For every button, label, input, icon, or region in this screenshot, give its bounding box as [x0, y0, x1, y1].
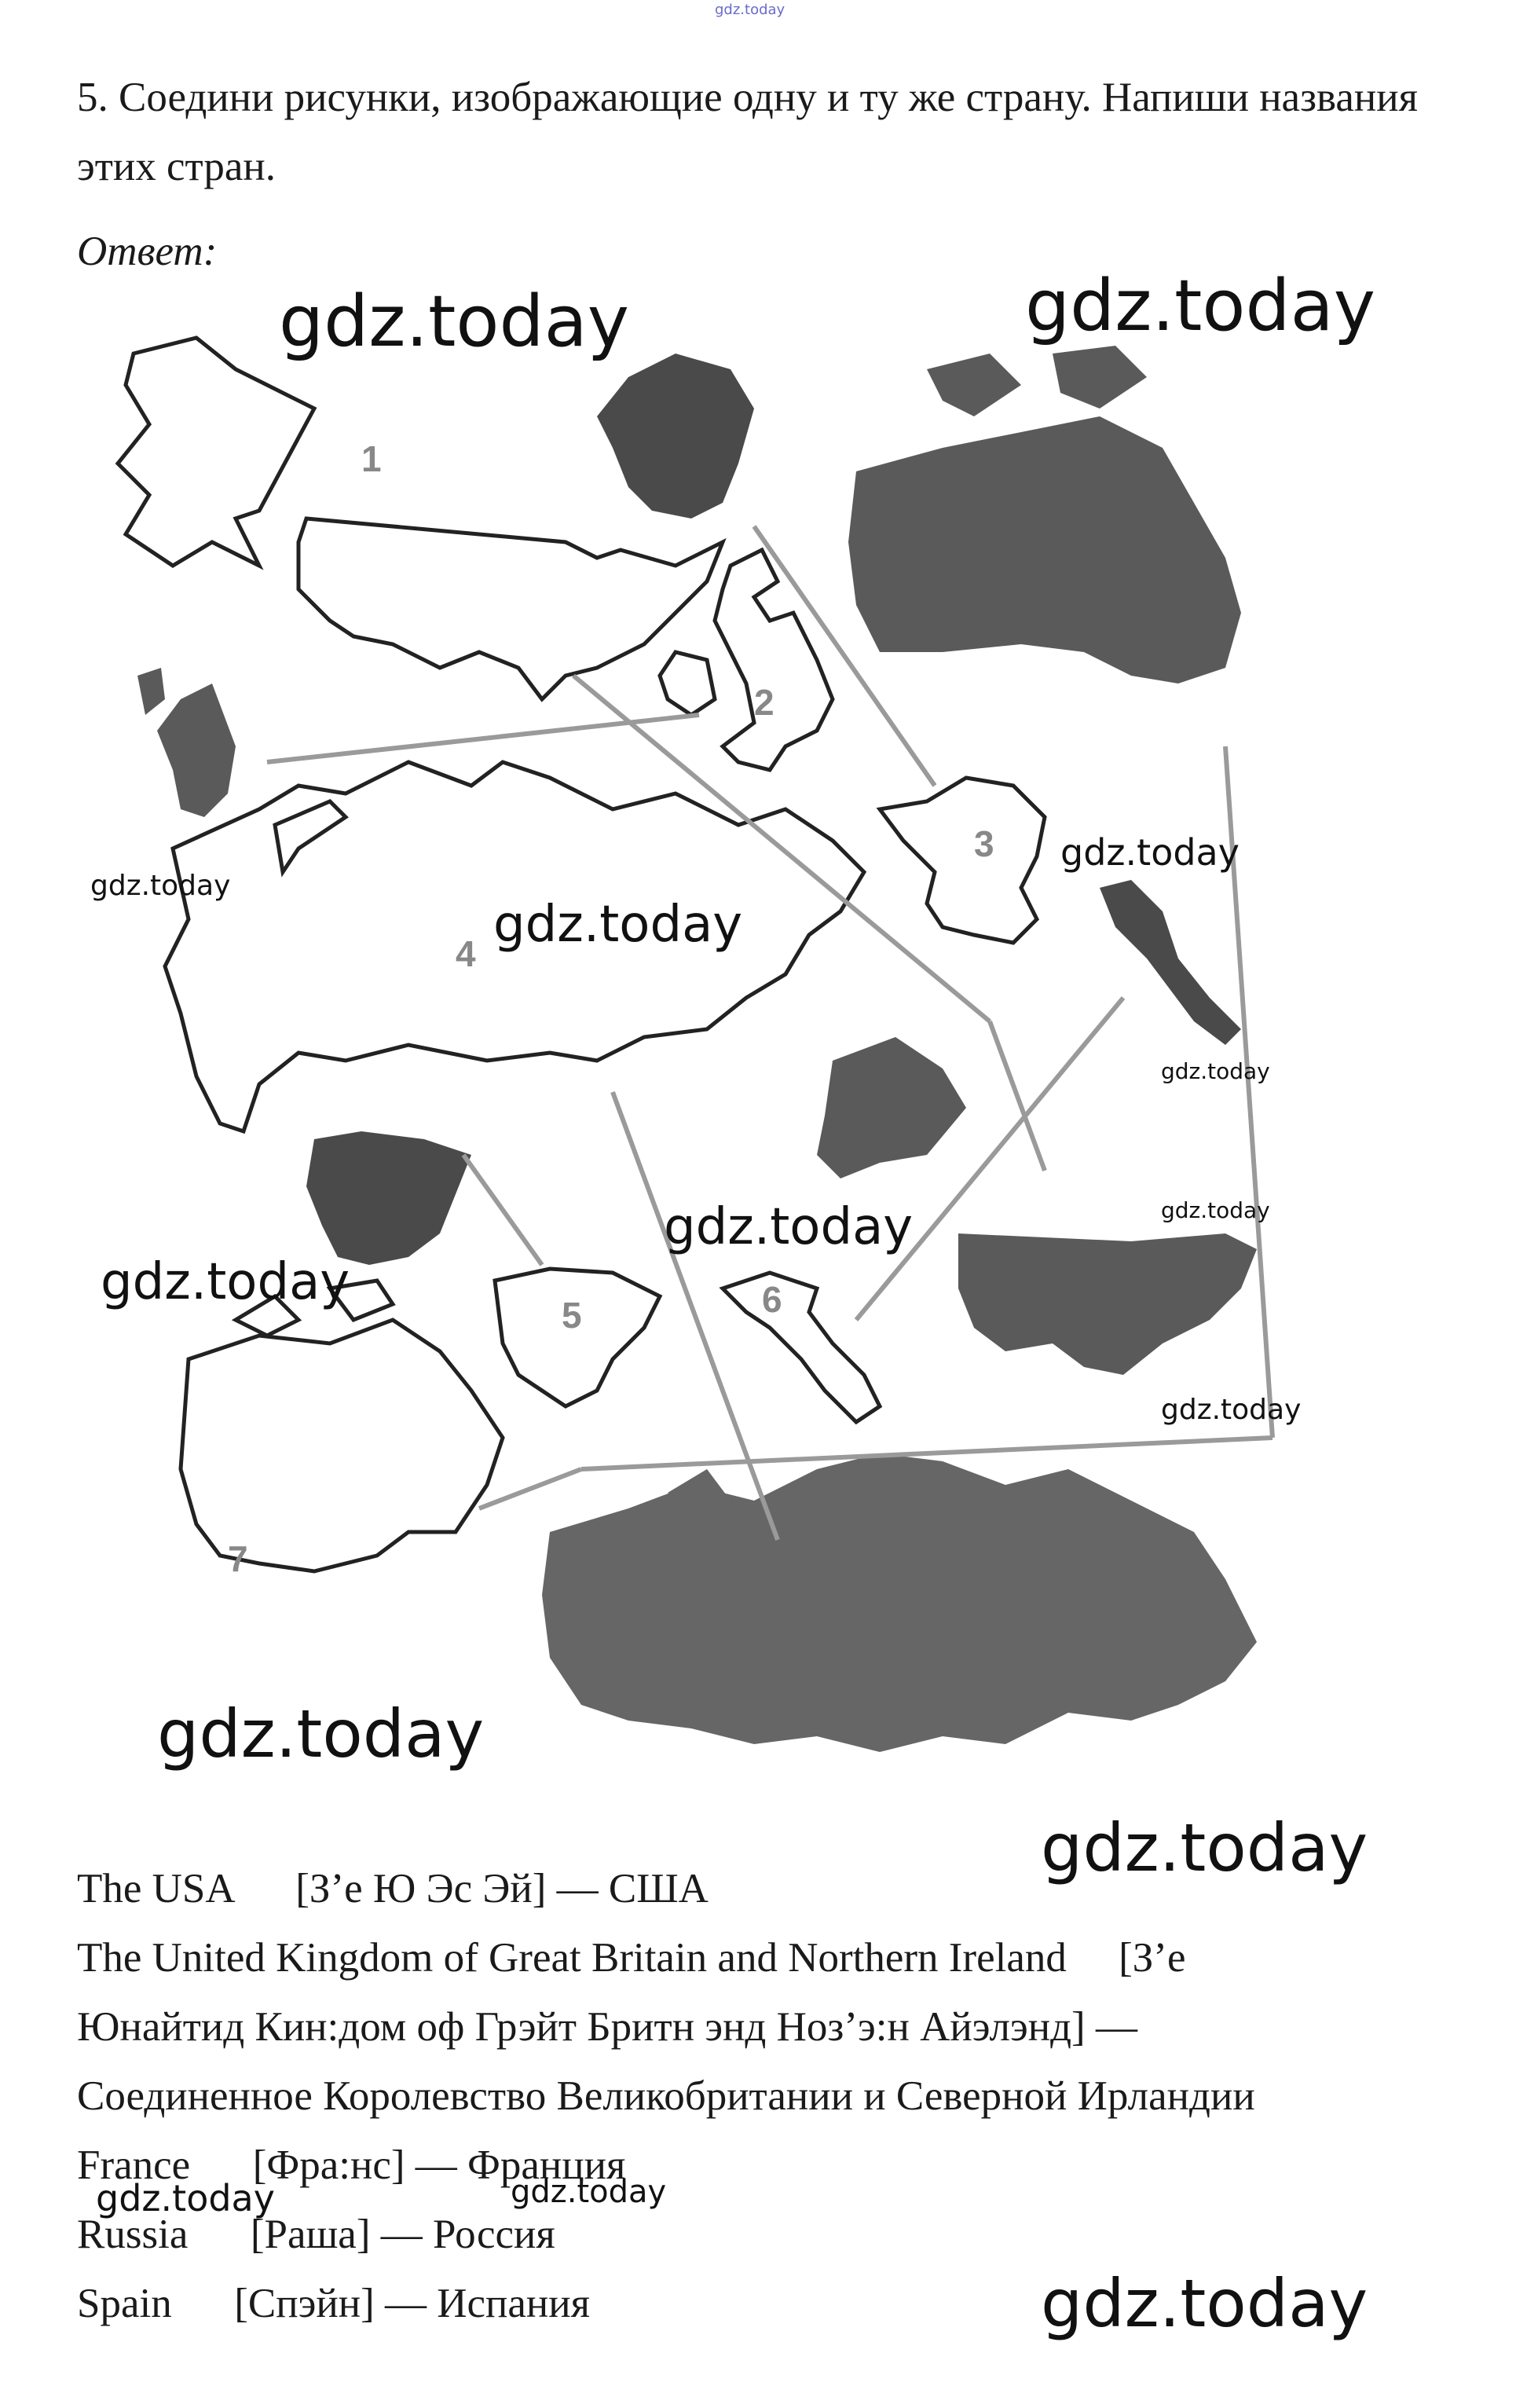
watermark: gdz.today: [1041, 1809, 1368, 1886]
answer-line-spain: Spain [Спэйн] — Испания: [77, 2281, 591, 2326]
silhouette-italy: [1100, 880, 1241, 1045]
answer-lines: [77, 1854, 1475, 2342]
answer-line-france: France [Фра:нс] — Франция: [77, 2142, 626, 2188]
answer-label: Ответ:: [77, 229, 218, 274]
silhouette-russia: [542, 1453, 1257, 1752]
watermark: gdz.today: [1161, 1058, 1270, 1084]
silhouette-uk: [137, 668, 236, 817]
outline-uk: [660, 550, 833, 770]
task-text: 5. Соедини рисунки, изображающие одну и ту же страну. Напиши названия этих стран.: [77, 75, 1418, 189]
map-number-3: 3: [974, 823, 994, 864]
watermark: gdz.today: [101, 1253, 350, 1311]
silhouette-spain: [306, 1131, 471, 1265]
watermark: gdz.today: [157, 1695, 485, 1772]
map-number-6: 6: [762, 1279, 782, 1320]
silhouette-france: [597, 354, 754, 519]
outline-spain: [495, 1269, 660, 1406]
map-number-5: 5: [562, 1295, 582, 1336]
map-number-2: 2: [754, 682, 774, 723]
maps-figure: [0, 306, 1516, 1846]
answer-line-uk-3: Соединенное Королевство Великобритании и Северной Ирландии: [77, 2073, 1255, 2119]
watermark: gdz.today: [1025, 265, 1376, 347]
outline-italy: [723, 1273, 880, 1422]
answer-line-russia: Russia [Раша] — Россия: [77, 2212, 555, 2257]
watermark: gdz.today: [279, 280, 630, 363]
watermark: gdz.today: [1161, 1197, 1270, 1223]
map-number-1: 1: [361, 438, 382, 479]
silhouette-usa: [958, 1233, 1257, 1375]
outline-canada: [181, 1281, 503, 1571]
watermark: gdz.today: [511, 2174, 667, 2210]
watermark: gdz.today: [1161, 1394, 1302, 1426]
silhouette-canada: [848, 346, 1241, 684]
answer-line-uk-2: Юнайтид Кин:дом оф Грэйт Бритн энд Ноз’э:н Айэлэнд] —: [77, 2004, 1137, 2050]
watermark: gdz.today: [1060, 831, 1240, 874]
watermark: gdz.today: [1041, 2265, 1368, 2342]
answer-line-uk-1: The United Kingdom of Great Britain and Northern Ireland [З’е: [77, 1935, 1186, 1981]
answer-line-usa: The USA [З’е Ю Эс Эй] — США: [77, 1866, 709, 1911]
map-number-4: 4: [456, 933, 476, 974]
watermark: gdz.today: [90, 870, 231, 902]
outline-france: [880, 778, 1045, 943]
top-watermark: gdz.today: [715, 2, 785, 18]
watermark: gdz.today: [493, 896, 743, 954]
silhouette-alaska: [817, 1037, 966, 1178]
watermark: gdz.today: [664, 1198, 914, 1256]
connection-lines: [267, 526, 1272, 1540]
watermark: gdz.today: [96, 2177, 275, 2219]
map-number-7: 7: [228, 1538, 248, 1579]
